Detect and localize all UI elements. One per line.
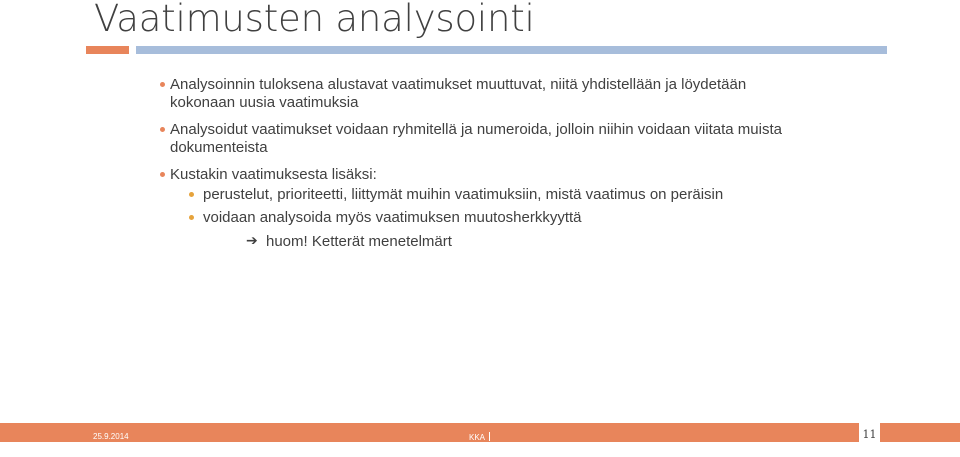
bullet-item bbox=[160, 76, 800, 111]
bullet-item bbox=[160, 166, 800, 250]
footer-bar bbox=[0, 423, 960, 442]
bullet-item bbox=[160, 121, 800, 156]
footer-separator bbox=[489, 432, 490, 441]
bullet-dot-icon bbox=[160, 172, 165, 177]
title-rule-blue bbox=[136, 46, 887, 54]
sub-bullet-item bbox=[170, 209, 800, 227]
sub-bullet-dot-icon bbox=[189, 192, 194, 197]
footer-author bbox=[469, 432, 490, 442]
sub-bullet-dot-icon bbox=[189, 215, 194, 220]
sub-bullet-text: voidaan analysoida myös vaatimuksen muutosherkkyyttä bbox=[203, 209, 582, 226]
bullet-text: Analysoidut vaatimukset voidaan ryhmitellä ja numeroida, jolloin niihin voidaan viitata muista dokumenteista bbox=[170, 121, 782, 156]
bullet-text: Kustakin vaatimuksesta lisäksi: bbox=[170, 166, 377, 183]
sub-bullet-text: perustelut, prioriteetti, liittymät muihin vaatimuksiin, mistä vaatimus on peräisin bbox=[203, 185, 724, 203]
footer-author-text: KKA bbox=[469, 433, 486, 442]
sub-bullet-item bbox=[170, 186, 800, 204]
bullet-dot-icon bbox=[160, 127, 165, 132]
sub-bullet-list bbox=[170, 186, 800, 251]
arrow-note-text: huom! Ketterät menetelmärt bbox=[266, 232, 452, 250]
footer-date: 25.9.2014 bbox=[93, 432, 129, 441]
bullet-dot-icon bbox=[160, 82, 165, 87]
arrow-note bbox=[170, 233, 800, 251]
bullet-text: Analysoinnin tuloksena alustavat vaatimukset muuttuvat, niitä yhdistellään ja löydetään kokonaan uusia vaatimuksia bbox=[170, 76, 747, 111]
slide-body bbox=[160, 76, 800, 260]
slide-title: Vaatimusten analysointi bbox=[94, 0, 535, 40]
title-rule-orange bbox=[86, 46, 129, 54]
arrow-right-icon: ➔ bbox=[246, 232, 258, 249]
page-number: 11 bbox=[859, 413, 880, 442]
